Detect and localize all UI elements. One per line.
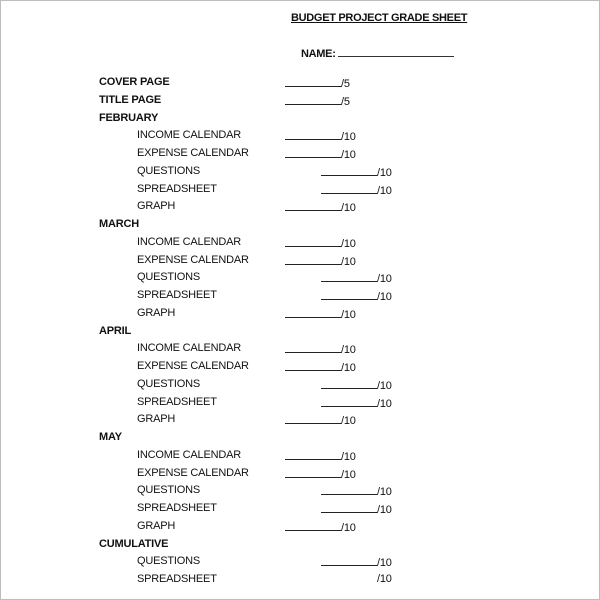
score-blank-line[interactable] — [285, 200, 341, 211]
score-field[interactable] — [321, 165, 392, 179]
grade-item-row — [1, 449, 600, 463]
score-field[interactable] — [321, 555, 392, 569]
item-label: QUESTIONS — [137, 377, 200, 390]
name-field[interactable] — [301, 47, 454, 60]
max-points: /10 — [341, 468, 356, 481]
max-points: /10 — [341, 202, 356, 215]
item-label: EXPENSE CALENDAR — [137, 360, 249, 372]
section-row — [1, 94, 600, 108]
item-label: GRAPH — [137, 200, 176, 213]
grade-item-row — [1, 520, 600, 534]
item-label: INCOME CALENDAR — [137, 448, 241, 461]
max-points: /10 — [341, 237, 356, 250]
score-field[interactable] — [285, 236, 356, 250]
score-blank-line[interactable] — [285, 307, 341, 318]
grade-item-row — [1, 467, 600, 481]
score-field[interactable] — [321, 183, 392, 197]
score-field[interactable] — [321, 271, 392, 285]
grade-item-row — [1, 271, 600, 285]
grade-item-row — [1, 254, 600, 268]
score-blank-line[interactable] — [321, 484, 377, 495]
max-points: /10 — [341, 131, 356, 144]
section-label: MARCH — [99, 218, 139, 230]
item-label: QUESTIONS — [137, 164, 200, 177]
item-label: EXPENSE CALENDAR — [137, 253, 249, 266]
score-blank-line[interactable] — [285, 360, 341, 371]
item-label: GRAPH — [137, 413, 176, 426]
score-field[interactable] — [321, 289, 392, 303]
item-label: INCOME CALENDAR — [137, 342, 241, 355]
score-blank-line[interactable] — [321, 165, 377, 176]
score-blank-line[interactable] — [285, 342, 341, 353]
max-points: /10 — [377, 557, 392, 570]
max-points: /10 — [377, 184, 392, 197]
item-label: SPREADSHEET — [137, 395, 217, 408]
grade-item-row — [1, 307, 600, 321]
section-label: FEBRUARY — [99, 111, 159, 124]
grade-item-row — [1, 555, 600, 569]
max-points: /10 — [377, 379, 392, 392]
grade-item-row — [1, 165, 600, 179]
max-points: /5 — [341, 95, 350, 108]
max-points: /10 — [377, 486, 392, 499]
section-label: MAY — [99, 431, 122, 443]
item-label: QUESTIONS — [137, 555, 200, 568]
grade-item-row — [1, 502, 600, 516]
item-label: QUESTIONS — [137, 484, 200, 497]
max-points: /10 — [377, 273, 392, 286]
section-row — [1, 538, 600, 552]
score-field[interactable] — [285, 254, 356, 268]
section-label: TITLE PAGE — [99, 93, 161, 106]
score-field[interactable] — [285, 76, 350, 90]
score-blank-line[interactable] — [285, 467, 341, 478]
score-blank-line[interactable] — [285, 254, 341, 265]
score-blank-line[interactable] — [321, 289, 377, 300]
score-blank-line[interactable] — [285, 94, 341, 105]
item-label: SPREADSHEET — [137, 502, 217, 514]
item-label: SPREADSHEET — [137, 573, 217, 585]
grade-item-row — [1, 236, 600, 250]
score-blank-line[interactable] — [285, 413, 341, 424]
score-field[interactable] — [321, 378, 392, 392]
name-blank-line[interactable] — [338, 47, 454, 57]
score-field[interactable] — [321, 502, 392, 516]
section-label: APRIL — [99, 324, 132, 337]
section-row — [1, 325, 600, 339]
score-field[interactable] — [285, 200, 356, 214]
section-row — [1, 218, 600, 232]
max-points: /5 — [341, 78, 350, 90]
item-label: EXPENSE CALENDAR — [137, 147, 249, 159]
document-title: BUDGET PROJECT GRADE SHEET — [291, 12, 468, 24]
score-field[interactable] — [285, 360, 356, 374]
score-blank-line[interactable] — [285, 449, 341, 460]
section-row — [1, 431, 600, 445]
item-label: EXPENSE CALENDAR — [137, 466, 249, 479]
score-blank-line[interactable] — [321, 396, 377, 407]
item-label: GRAPH — [137, 519, 176, 532]
item-label: GRAPH — [137, 306, 176, 319]
score-blank-line[interactable] — [321, 378, 377, 389]
max-points: /10 — [341, 308, 356, 321]
max-points: /10 — [341, 521, 356, 534]
max-points: /10 — [377, 291, 392, 303]
score-blank-line[interactable] — [321, 502, 377, 513]
section-label: COVER PAGE — [99, 76, 170, 88]
item-label: SPREADSHEET — [137, 289, 217, 301]
score-field[interactable] — [285, 413, 356, 427]
grade-item-row — [1, 342, 600, 356]
score-field[interactable] — [285, 147, 356, 161]
grade-item-row — [1, 484, 600, 498]
score-field[interactable] — [285, 449, 356, 463]
max-points: /10 — [341, 450, 356, 463]
item-label: INCOME CALENDAR — [137, 235, 241, 248]
score-field[interactable] — [321, 396, 392, 410]
score-blank-line[interactable] — [321, 271, 377, 282]
grade-item-row — [1, 413, 600, 427]
max-points: /10 — [341, 415, 356, 428]
score-field[interactable] — [285, 129, 356, 143]
grade-item-row — [1, 183, 600, 197]
max-points: /10 — [377, 573, 392, 585]
score-field[interactable] — [285, 94, 350, 108]
max-points: /10 — [341, 344, 356, 357]
max-points: /10 — [377, 504, 392, 516]
score-blank-line[interactable] — [321, 555, 377, 566]
score-blank-line[interactable] — [321, 183, 377, 194]
max-points: /10 — [377, 166, 392, 179]
section-label: CUMULATIVE — [99, 537, 169, 550]
section-row — [1, 112, 600, 126]
score-blank-line[interactable] — [285, 236, 341, 247]
max-points: /10 — [341, 149, 356, 161]
section-row — [1, 76, 600, 90]
grade-item-row — [1, 289, 600, 303]
grade-item-row — [1, 129, 600, 143]
grade-item-row — [1, 200, 600, 214]
name-label: NAME: — [301, 48, 336, 60]
grade-item-row — [1, 360, 600, 374]
grade-item-row — [1, 573, 600, 587]
max-points: /10 — [341, 362, 356, 374]
grade-item-row — [1, 147, 600, 161]
score-blank-line[interactable] — [285, 147, 341, 158]
score-field[interactable] — [321, 484, 392, 498]
score-blank-line[interactable] — [285, 76, 341, 87]
score-field[interactable] — [377, 573, 392, 585]
max-points: /10 — [377, 397, 392, 410]
item-label: QUESTIONS — [137, 271, 200, 284]
item-label: INCOME CALENDAR — [137, 129, 241, 142]
score-blank-line[interactable] — [285, 129, 341, 140]
score-field[interactable] — [285, 467, 356, 481]
item-label: SPREADSHEET — [137, 182, 217, 195]
grade-item-row — [1, 378, 600, 392]
score-field[interactable] — [285, 520, 356, 534]
max-points: /10 — [341, 255, 356, 268]
score-blank-line[interactable] — [285, 520, 341, 531]
score-field[interactable] — [285, 342, 356, 356]
score-field[interactable] — [285, 307, 356, 321]
grade-item-row — [1, 396, 600, 410]
